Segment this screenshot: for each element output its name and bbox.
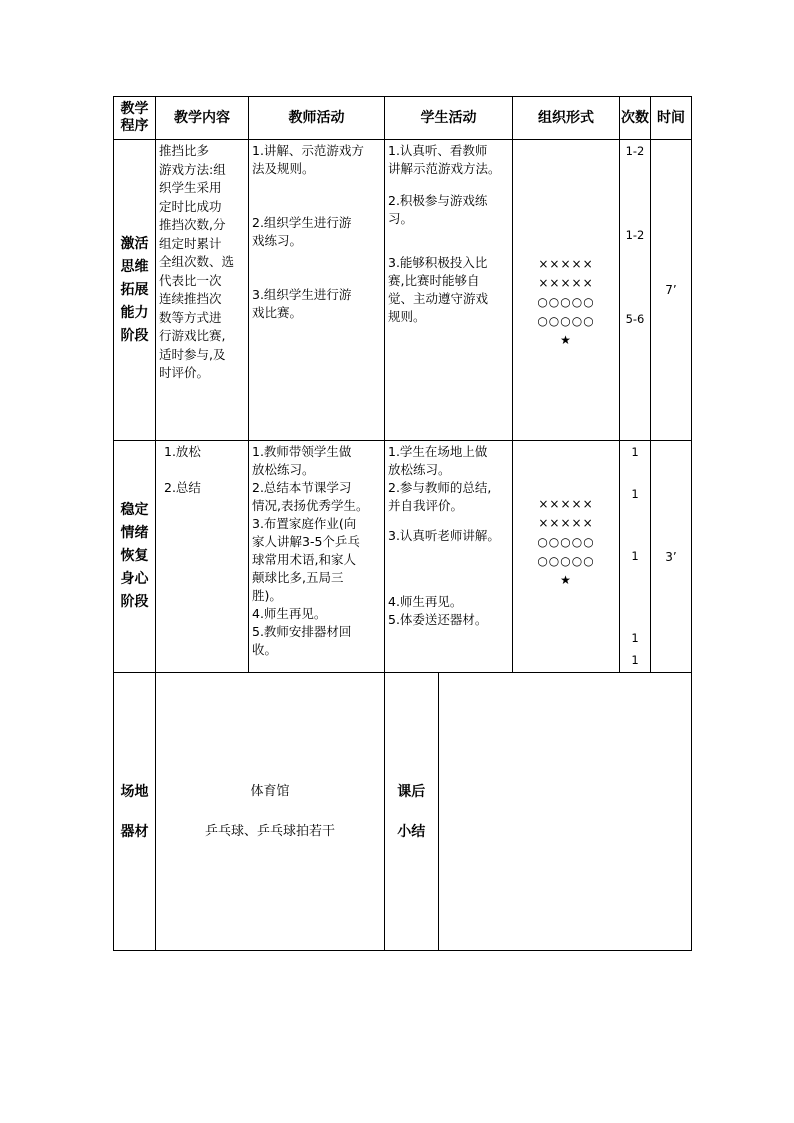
header-count: 次数 xyxy=(620,97,651,140)
student-line: 3.认真听老师讲解。 xyxy=(388,528,500,543)
stage-line: 拓展 xyxy=(120,281,149,298)
student-recovery xyxy=(385,441,513,673)
venue-label-line: 场地 xyxy=(120,783,149,800)
section-activation-row xyxy=(114,140,692,441)
formation-row: ○○○○○ xyxy=(537,314,595,328)
content-line: 行游戏比赛, xyxy=(159,328,226,343)
stage-recovery xyxy=(114,441,156,673)
star-icon: ★ xyxy=(560,333,572,347)
student-line: 习。 xyxy=(388,211,414,226)
teacher-line: 放松练习。 xyxy=(252,462,315,477)
content-line: 组定时累计 xyxy=(159,235,222,251)
student-line: 规则。 xyxy=(388,309,426,324)
formation-row: ○○○○○ xyxy=(537,554,595,568)
teacher-recovery xyxy=(249,441,385,673)
count-value: 1-2 xyxy=(625,228,645,242)
student-line: 4.师生再见。 xyxy=(388,594,463,609)
count-value: 1 xyxy=(631,445,639,459)
stage-line: 恢复 xyxy=(120,548,149,564)
teacher-line: 1.讲解、示范游戏方 xyxy=(252,143,364,158)
teacher-line: 情况,表扬优秀学生。 xyxy=(252,498,369,513)
teacher-line: 2.总结本节课学习 xyxy=(252,480,352,495)
teacher-line: 5.教师安排器材回 xyxy=(252,624,352,639)
student-activation xyxy=(385,140,513,441)
venue-text: 体育馆 xyxy=(250,783,290,799)
content-line: 数等方式进 xyxy=(159,309,222,325)
stage-activation xyxy=(114,140,156,441)
content-line: 推挡次数,分 xyxy=(159,217,226,232)
stage-line: 情绪 xyxy=(120,525,149,541)
formation-row: ○○○○○ xyxy=(537,535,595,549)
formation-row: ××××× xyxy=(538,257,594,271)
organization-activation xyxy=(513,140,620,441)
student-line: 赛,比赛时能够自 xyxy=(388,273,480,288)
student-line: 1.学生在场地上做 xyxy=(388,444,488,459)
header-row xyxy=(114,97,692,140)
count-value: 5-6 xyxy=(625,312,645,326)
formation-row: ××××× xyxy=(538,516,594,530)
section-venue-row xyxy=(114,673,692,951)
teacher-activation xyxy=(249,140,385,441)
teacher-line: 家人讲解3-5个乒乓 xyxy=(252,534,360,549)
stage-line: 能力 xyxy=(120,304,149,321)
student-line: 讲解示范游戏方法。 xyxy=(388,161,501,176)
stage-line: 稳定 xyxy=(120,502,149,518)
summary-label-line: 课后 xyxy=(397,783,426,800)
header-program: 教学程序 xyxy=(114,97,156,140)
count-value: 1 xyxy=(631,653,639,667)
content-line: 连续推挡次 xyxy=(159,291,222,306)
header-organization: 组织形式 xyxy=(513,97,620,140)
header-time: 时间 xyxy=(651,97,692,140)
student-line: 5.体委送还器材。 xyxy=(388,612,488,627)
count-value: 1 xyxy=(631,487,639,501)
content-line: 时评价。 xyxy=(159,365,210,380)
count-value: 1 xyxy=(631,631,639,645)
teacher-line: 1.教师带领学生做 xyxy=(252,444,352,459)
teacher-line: 3.组织学生进行游 xyxy=(252,287,352,302)
content-recovery xyxy=(156,441,249,673)
count-activation xyxy=(620,140,651,441)
count-value: 1-2 xyxy=(625,144,645,158)
summary-area xyxy=(385,673,692,951)
time-activation: 7’ xyxy=(651,140,692,441)
time-recovery: 3’ xyxy=(651,441,692,673)
summary-content[interactable] xyxy=(438,673,691,950)
teacher-line: 球常用术语,和家人 xyxy=(252,552,356,567)
section-recovery-row xyxy=(114,441,692,673)
equipment-text: 乒乓球、乒乓球拍若干 xyxy=(204,823,335,839)
student-line: 1.认真听、看教师 xyxy=(388,143,488,158)
stage-line: 激活 xyxy=(120,235,149,252)
venue-label-line: 器材 xyxy=(120,823,149,840)
teacher-line: 胜)。 xyxy=(252,588,282,603)
student-line: 觉、主动遵守游戏 xyxy=(388,291,489,306)
content-activation xyxy=(156,140,249,441)
content-line: 全组次数、选 xyxy=(159,254,235,269)
student-line: 2.参与教师的总结, xyxy=(388,480,492,495)
lesson-plan-table xyxy=(113,96,692,951)
student-line: 2.积极参与游戏练 xyxy=(388,193,488,208)
teacher-line: 戏比赛。 xyxy=(252,305,303,320)
content-line: 1.放松 xyxy=(164,444,201,459)
summary-label xyxy=(385,673,438,950)
count-value: 1 xyxy=(631,549,639,563)
header-student: 学生活动 xyxy=(385,97,513,140)
formation-row: ××××× xyxy=(538,497,594,511)
teacher-line: 法及规则。 xyxy=(252,161,315,176)
stage-line: 身心 xyxy=(120,571,149,587)
teacher-line: 2.组织学生进行游 xyxy=(252,215,352,230)
stage-line: 思维 xyxy=(120,258,149,275)
stage-line: 阶段 xyxy=(120,327,149,344)
summary-table xyxy=(385,673,691,950)
content-line: 定时比成功 xyxy=(159,198,222,214)
teacher-line: 戏练习。 xyxy=(252,233,303,248)
formation-row: ××××× xyxy=(538,276,594,290)
header-content: 教学内容 xyxy=(156,97,249,140)
header-teacher: 教师活动 xyxy=(249,97,385,140)
star-icon: ★ xyxy=(560,573,572,587)
teacher-line: 4.师生再见。 xyxy=(252,606,327,621)
organization-recovery xyxy=(513,441,620,673)
student-line: 放松练习。 xyxy=(388,462,451,477)
teacher-line: 颠球比多,五局三 xyxy=(252,570,344,585)
content-line: 2.总结 xyxy=(164,480,201,495)
count-recovery xyxy=(620,441,651,673)
stage-line: 阶段 xyxy=(120,594,149,610)
student-line: 并自我评价。 xyxy=(388,498,464,513)
venue-equipment-cell xyxy=(156,673,385,951)
content-line: 游戏方法:组 xyxy=(159,161,226,177)
content-line: 适时参与,及 xyxy=(159,346,226,362)
student-line: 3.能够积极投入比 xyxy=(388,255,488,270)
content-line: 推挡比多 xyxy=(159,143,210,158)
formation-row: ○○○○○ xyxy=(537,295,595,309)
teacher-line: 3.布置家庭作业(向 xyxy=(252,516,357,531)
teacher-line: 收。 xyxy=(252,642,278,657)
summary-label-line: 小结 xyxy=(397,823,426,840)
content-line: 织学生采用 xyxy=(159,180,222,195)
content-line: 代表比一次 xyxy=(159,272,222,288)
venue-label xyxy=(114,673,156,951)
